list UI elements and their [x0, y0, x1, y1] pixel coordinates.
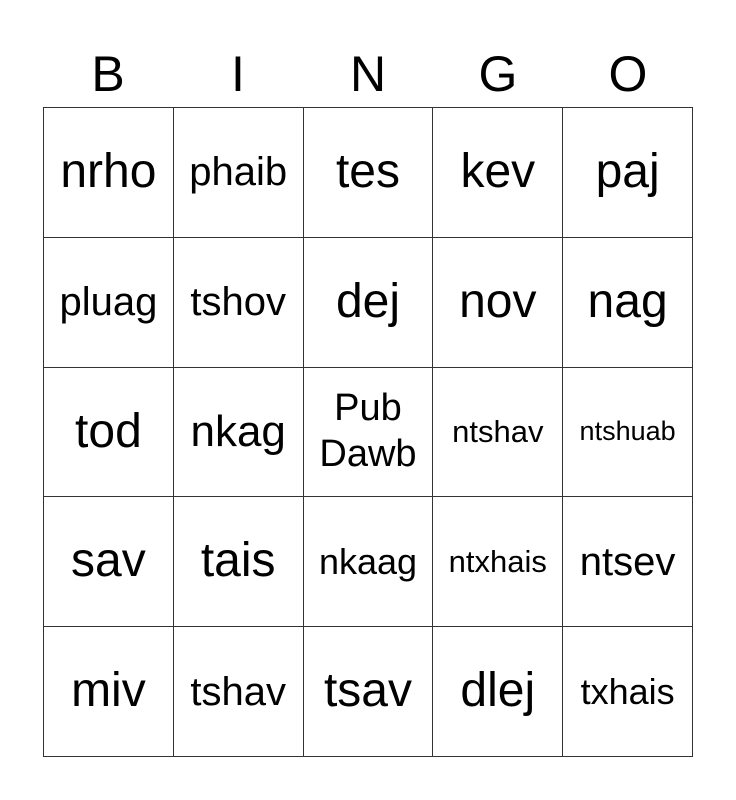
bingo-cell-r5c1: miv: [44, 627, 174, 757]
bingo-cell-r3c3-free: Pub Dawb: [304, 368, 434, 498]
bingo-cell-r3c4: ntshav: [433, 368, 563, 498]
bingo-board: [43, 107, 693, 757]
bingo-cell-r2c3: dej: [304, 238, 434, 368]
bingo-cell-r1c2: phaib: [174, 108, 304, 238]
bingo-header: [43, 40, 693, 108]
header-letter-i: I: [231, 46, 245, 102]
header-letter-b: B: [91, 46, 125, 102]
bingo-cell-r5c4: dlej: [433, 627, 563, 757]
bingo-cell-r2c2: tshov: [174, 238, 304, 368]
bingo-cell-r3c5: ntshuab: [563, 368, 693, 498]
bingo-cell-r4c3: nkaag: [304, 497, 434, 627]
bingo-cell-r4c2: tais: [174, 497, 304, 627]
bingo-cell-r1c1: nrho: [44, 108, 174, 238]
bingo-cell-r1c5: paj: [563, 108, 693, 238]
bingo-cell-r4c5: ntsev: [563, 497, 693, 627]
header-letter-o: O: [608, 46, 648, 102]
bingo-cell-r3c2: nkag: [174, 368, 304, 498]
bingo-cell-r1c4: kev: [433, 108, 563, 238]
bingo-cell-r1c3: tes: [304, 108, 434, 238]
header-letter-n: N: [349, 46, 387, 102]
bingo-cell-r2c1: pluag: [44, 238, 174, 368]
bingo-cell-r2c5: nag: [563, 238, 693, 368]
bingo-cell-r4c4: ntxhais: [433, 497, 563, 627]
bingo-cell-r2c4: nov: [433, 238, 563, 368]
bingo-cell-r4c1: sav: [44, 497, 174, 627]
header-letter-g: G: [478, 46, 518, 102]
bingo-cell-r5c5: txhais: [563, 627, 693, 757]
bingo-cell-r5c3: tsav: [304, 627, 434, 757]
bingo-cell-r5c2: tshav: [174, 627, 304, 757]
bingo-cell-r3c1: tod: [44, 368, 174, 498]
